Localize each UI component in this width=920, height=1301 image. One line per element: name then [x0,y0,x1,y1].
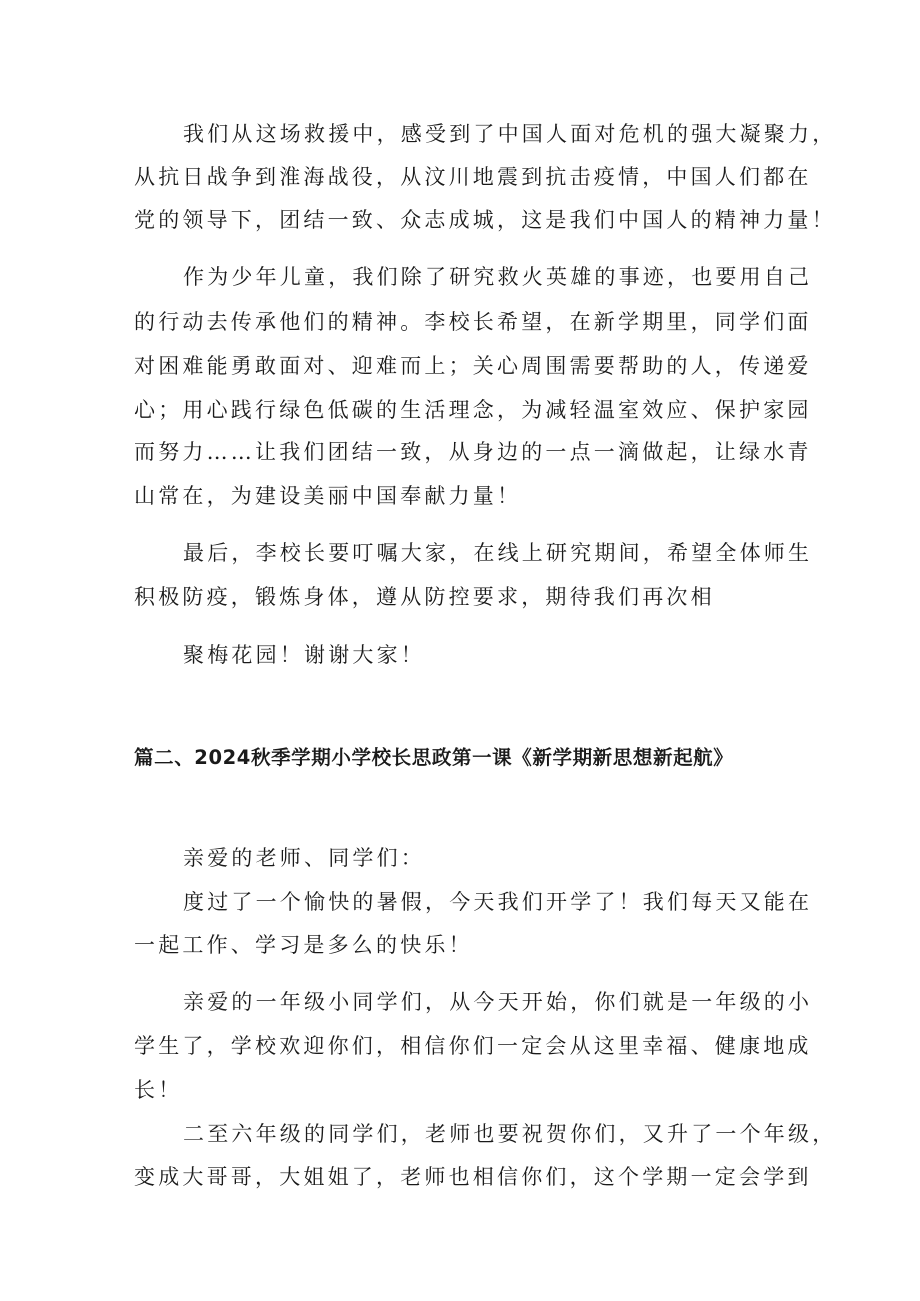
greeting: 亲爱的老师、同学们： [183,846,425,870]
text-line: 对困难能勇敢面对、迎难而上；关心周围需要帮助的人，传递爱 [134,354,812,378]
text-line: 亲爱的一年级小同学们，从今天开始，你们就是一年级的小 [183,990,813,1014]
text-line: 一起工作、学习是多么的快乐！ [134,933,473,957]
text-line: 作为少年儿童，我们除了研究救火英雄的事迹，也要用自己 [183,265,813,289]
text-line: 我们从这场救援中，感受到了中国人面对危机的强大凝聚力， [183,122,837,146]
text-line: 的行动去传承他们的精神。李校长希望，在新学期里，同学们面 [134,310,812,334]
section-2-title: 篇二、2024秋季学期小学校长思政第一课《新学期新思想新起航》 [134,746,734,769]
text-line: 山常在，为建设美丽中国奉献力量！ [134,484,522,508]
text-line: 学生了，学校欢迎你们，相信你们一定会从这里幸福、健康地成 [134,1034,812,1058]
text-line: 二至六年级的同学们，老师也要祝贺你们，又升了一个年级， [183,1122,837,1146]
text-line: 心；用心践行绿色低碳的生活理念，为减轻温室效应、保护家园 [134,398,812,422]
text-line: 积极防疫，锻炼身体，遵从防控要求，期待我们再次相 [134,585,715,609]
text-line: 变成大哥哥，大姐姐了，老师也相信你们，这个学期一定会学到 [134,1165,812,1189]
text-line: 长！ [134,1078,183,1102]
text-line: 聚梅花园！谢谢大家！ [183,643,425,667]
text-line: 度过了一个愉快的暑假，今天我们开学了！我们每天又能在 [183,890,813,914]
text-line: 最后，李校长要叮嘱大家，在线上研究期间，希望全体师生 [183,541,813,565]
text-line: 党的领导下，团结一致、众志成城，这是我们中国人的精神力量！ [134,208,836,232]
text-line: 从抗日战争到淮海战役，从汶川地震到抗击疫情，中国人们都在 [134,165,812,189]
text-line: 而努力……让我们团结一致，从身边的一点一滴做起，让绿水青 [134,440,812,464]
